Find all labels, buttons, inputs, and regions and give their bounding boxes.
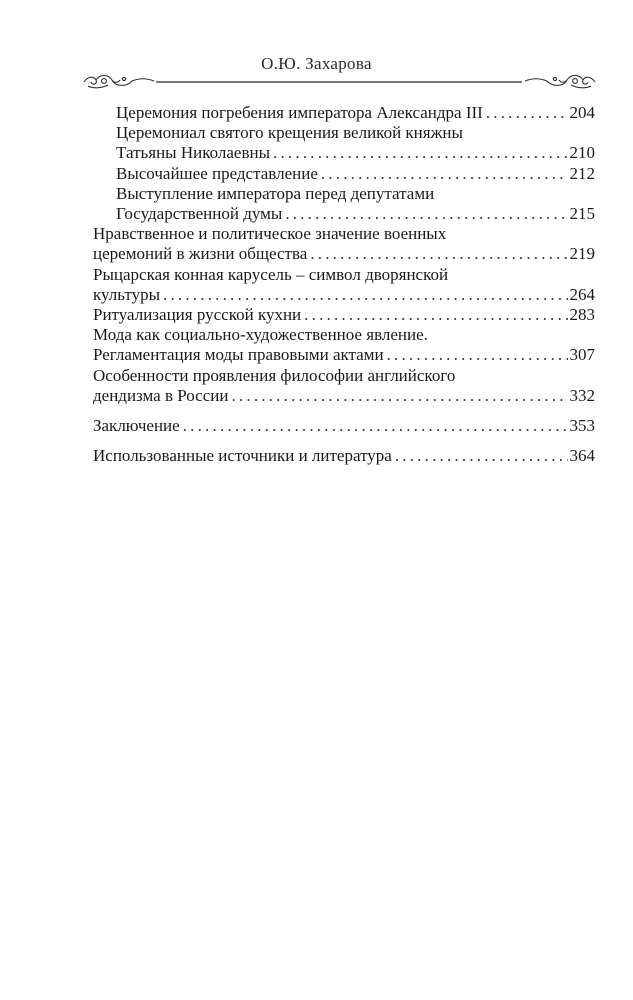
toc-entry-leader-row	[93, 416, 595, 436]
toc-page-number: 215	[569, 204, 595, 224]
toc-entry-leader-row	[93, 446, 595, 466]
toc-entry	[93, 103, 595, 123]
toc-page-number: 212	[569, 163, 595, 183]
flourish-ornament-icon	[525, 76, 595, 88]
toc-entry-title-line: Государственной думы	[116, 204, 283, 224]
running-head: О.Ю. Захарова	[261, 54, 372, 73]
toc-entry-leader-row	[116, 143, 595, 163]
toc-page-number: 332	[569, 385, 595, 405]
toc-entry-title-line: Особенности проявления философии английского	[93, 365, 456, 385]
toc-entry-leader-row	[93, 244, 595, 264]
toc-page-number: 283	[569, 305, 595, 325]
toc-entry-title-line: Мода как социально-художественное явление.	[93, 325, 428, 345]
toc-entry	[93, 366, 595, 406]
toc-entry-title-line: Татьяны Николаевны	[116, 143, 271, 163]
toc-entry-title-line: дендизма в России	[93, 385, 229, 405]
dot-leader	[180, 416, 568, 436]
toc-entry-leader-row	[116, 204, 595, 224]
toc-page-number: 210	[569, 143, 595, 163]
dot-leader	[160, 285, 568, 305]
toc-entry-title-line: Использованные источники и литература	[93, 446, 392, 466]
toc-entry-title-line: культуры	[93, 284, 160, 304]
toc-entry-leader-row	[93, 345, 595, 365]
flourish-ornament-icon	[84, 76, 154, 88]
dot-leader	[483, 103, 568, 123]
toc-entry-title-line: Высочайшее представление	[116, 163, 318, 183]
toc-page-number: 264	[569, 284, 595, 304]
toc-entry-title-line: Выступление императора перед депутатами	[116, 183, 435, 203]
dot-leader	[228, 386, 567, 406]
toc-entry-leader-row	[93, 305, 595, 325]
toc-entry-title-line: Заключение	[93, 416, 180, 436]
toc-entry	[93, 123, 595, 163]
toc-page-number: 204	[569, 103, 595, 122]
toc-entry-leader-row	[116, 164, 595, 184]
dot-leader	[384, 345, 568, 365]
toc-entry	[93, 325, 595, 365]
toc-entry-title-line: Рыцарская конная карусель – символ дворянской	[93, 264, 449, 284]
dot-leader	[301, 305, 567, 325]
toc-page-number: 307	[569, 345, 595, 365]
toc-entry-title-line: церемоний в жизни общества	[93, 244, 308, 264]
header-ornamental-rule	[82, 72, 597, 92]
toc-entry-title-line: Нравственное и политическое значение военных	[93, 224, 447, 244]
toc-entry-leader-row	[93, 386, 595, 406]
toc-entry-leader-row	[116, 103, 595, 123]
toc-entry	[93, 164, 595, 184]
toc-entry	[93, 446, 595, 466]
toc-entry	[93, 265, 595, 305]
toc-entry-leader-row	[93, 285, 595, 305]
toc-page-number: 219	[569, 244, 595, 264]
toc-entry-title-line: Регламентация моды правовыми актами	[93, 345, 384, 365]
toc-entry	[93, 305, 595, 325]
toc-page-number: 364	[569, 446, 595, 466]
toc-entry	[93, 416, 595, 436]
toc-page-number: 353	[569, 416, 595, 436]
dot-leader	[307, 244, 567, 264]
table-of-contents	[93, 103, 595, 466]
toc-entry	[93, 224, 595, 264]
dot-leader	[318, 164, 568, 184]
toc-entry-title-line: Ритуализация русской кухни	[93, 305, 302, 325]
dot-leader	[270, 143, 567, 163]
toc-entry	[93, 184, 595, 224]
toc-entry-title-line: Церемония погребения императора Александра III	[116, 103, 483, 122]
toc-entry-title-line: Церемониал святого крещения великой княжны	[116, 123, 463, 143]
dot-leader	[282, 204, 567, 224]
dot-leader	[392, 446, 568, 466]
